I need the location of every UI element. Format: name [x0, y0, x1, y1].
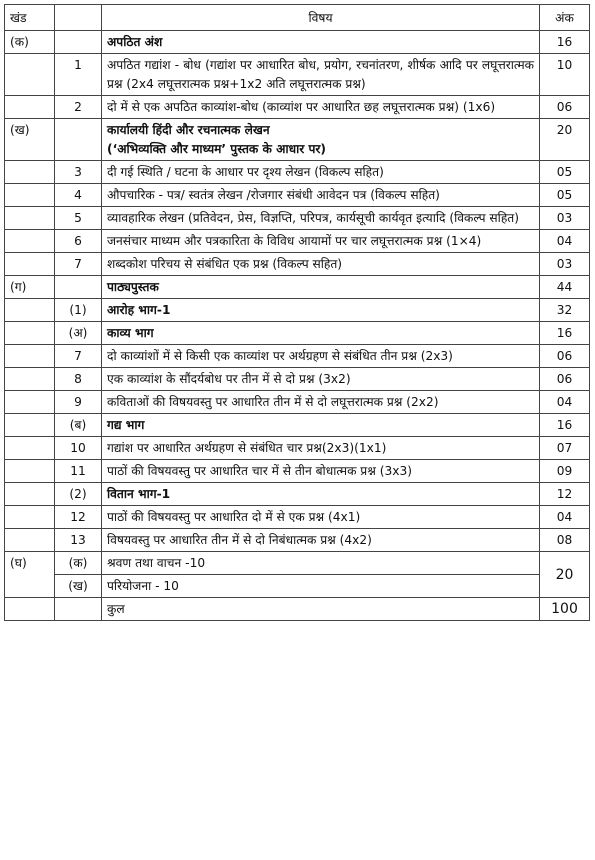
item-marks: 04: [540, 391, 590, 414]
item-marks: 03: [540, 253, 590, 276]
empty-cell: [55, 598, 102, 621]
section-label: [5, 184, 55, 207]
section-label: [5, 483, 55, 506]
item-text: पाठ्यपुस्तक: [107, 280, 159, 294]
table-row-gh-1: [5, 552, 590, 575]
item-text: वितान भाग-1: [107, 487, 171, 501]
item-text-cell: [102, 96, 540, 119]
item-text-cell: [102, 506, 540, 529]
item-text: अपठित अंश: [107, 35, 163, 49]
item-text-line2: (‘अभिव्यक्ति और माध्यम’ पुस्तक के आधार पर): [107, 142, 326, 156]
item-text: एक काव्यांश के सौंदर्यबोध पर तीन में से दो प्रश्न (3x2): [107, 372, 351, 386]
item-text-cell: [102, 119, 540, 161]
table-row: [5, 230, 590, 253]
item-text: दो काव्यांशों में से किसी एक काव्यांश पर अर्थग्रहण से संबंधित तीन प्रश्न (2x3): [107, 349, 453, 363]
item-number: 13: [55, 529, 102, 552]
item-marks: 07: [540, 437, 590, 460]
item-marks: 05: [540, 184, 590, 207]
item-text-cell: [102, 54, 540, 96]
total-marks: 100: [540, 598, 590, 621]
table-row: [5, 299, 590, 322]
item-text-cell: [102, 529, 540, 552]
item-text-cell: [102, 414, 540, 437]
item-number: 4: [55, 184, 102, 207]
section-label: [5, 437, 55, 460]
item-number: (1): [55, 299, 102, 322]
item-number: 7: [55, 345, 102, 368]
item-text: आरोह भाग-1: [107, 303, 171, 317]
section-label: [5, 299, 55, 322]
section-label: [5, 391, 55, 414]
item-text: परियोजना - 10: [102, 575, 540, 598]
table-body: [5, 31, 590, 552]
section-label: [5, 414, 55, 437]
item-text: काव्य भाग: [107, 326, 154, 340]
item-marks: 04: [540, 506, 590, 529]
table-row: [5, 345, 590, 368]
table-row: [5, 391, 590, 414]
table-row: [5, 483, 590, 506]
header-section: खंड: [5, 5, 55, 31]
item-text-cell: [102, 345, 540, 368]
item-marks: 16: [540, 31, 590, 54]
item-marks: 44: [540, 276, 590, 299]
section-label: [5, 161, 55, 184]
item-number: (अ): [55, 322, 102, 345]
item-text: दी गई स्थिति / घटना के आधार पर दृश्य लेखन (विकल्प सहित): [107, 165, 384, 179]
item-text-cell: [102, 230, 540, 253]
item-number: 10: [55, 437, 102, 460]
table-row: [5, 31, 590, 54]
item-text-cell: [102, 437, 540, 460]
item-text-cell: [102, 253, 540, 276]
item-text: अपठित गद्यांश - बोध (गद्यांश पर आधारित बोध, प्रयोग, रचनांतरण, शीर्षक आदि पर लघूत्तरात्मक प्रश्न (2x4 लघूत्तरात्मक प्रश्न+1x2 अति लघूत्तरात्मक प्रश्न): [107, 58, 534, 91]
item-marks: 06: [540, 96, 590, 119]
item-number: (क): [55, 552, 102, 575]
item-text-cell: [102, 368, 540, 391]
item-number: [55, 276, 102, 299]
table-row: [5, 161, 590, 184]
item-text-cell: [102, 460, 540, 483]
section-label: [5, 253, 55, 276]
item-text-cell: [102, 322, 540, 345]
item-text: जनसंचार माध्यम और पत्रकारिता के विविध आयामों पर चार लघूत्तरात्मक प्रश्न (1×4): [107, 234, 482, 248]
table-row: [5, 96, 590, 119]
section-label: [5, 322, 55, 345]
item-marks: 10: [540, 54, 590, 96]
item-text: पाठों की विषयवस्तु पर आधारित चार में से तीन बोधात्मक प्रश्न (3x3): [107, 464, 412, 478]
item-marks: 32: [540, 299, 590, 322]
table-row: [5, 322, 590, 345]
item-text-cell: [102, 276, 540, 299]
table-row: [5, 506, 590, 529]
table-row: [5, 54, 590, 96]
section-label: (घ): [5, 552, 55, 598]
item-text: कार्यालयी हिंदी और रचनात्मक लेखन: [107, 123, 270, 137]
item-number: (2): [55, 483, 102, 506]
item-text: दो में से एक अपठित काव्यांश-बोध (काव्यांश पर आधारित छह लघूत्तरात्मक प्रश्न) (1x6): [107, 100, 496, 114]
total-label: कुल: [102, 598, 540, 621]
item-marks: 08: [540, 529, 590, 552]
table-row: [5, 119, 590, 161]
item-marks: 12: [540, 483, 590, 506]
item-text: औपचारिक - पत्र/ स्वतंत्र लेखन /रोजगार संबंधी आवेदन पत्र (विकल्प सहित): [107, 188, 440, 202]
item-marks: 09: [540, 460, 590, 483]
item-marks: 20: [540, 552, 590, 598]
item-number: [55, 31, 102, 54]
item-number: 6: [55, 230, 102, 253]
item-number: 1: [55, 54, 102, 96]
table-row: [5, 184, 590, 207]
section-label: (क): [5, 31, 55, 54]
item-marks: 06: [540, 368, 590, 391]
item-marks: 06: [540, 345, 590, 368]
item-text-cell: [102, 391, 540, 414]
item-text-cell: [102, 299, 540, 322]
table-row-gh-2: [5, 575, 590, 598]
table-row: [5, 368, 590, 391]
item-text: गद्य भाग: [107, 418, 145, 432]
item-text: शब्दकोश परिचय से संबंधित एक प्रश्न (विकल्प सहित): [107, 257, 343, 271]
item-text-cell: [102, 184, 540, 207]
table-header-row: [5, 5, 590, 31]
section-label: [5, 368, 55, 391]
section-label: [5, 506, 55, 529]
table-row: [5, 437, 590, 460]
item-number: (ब): [55, 414, 102, 437]
section-label: [5, 460, 55, 483]
item-marks: 20: [540, 119, 590, 161]
item-text: श्रवण तथा वाचन -10: [102, 552, 540, 575]
item-text: व्यावहारिक लेखन (प्रतिवेदन, प्रेस, विज्ञप्ति, परिपत्र, कार्यसूची कार्यवृत इत्यादि (विकल्प सहित): [107, 211, 519, 225]
table-row: [5, 253, 590, 276]
item-text: पाठों की विषयवस्तु पर आधारित दो में से एक प्रश्न (4x1): [107, 510, 361, 524]
section-label: (ग): [5, 276, 55, 299]
item-marks: 05: [540, 161, 590, 184]
item-text: गद्यांश पर आधारित अर्थग्रहण से संबंधित चार प्रश्न(2x3)(1x1): [107, 441, 387, 455]
empty-cell: [5, 598, 55, 621]
table-row: [5, 207, 590, 230]
section-label: [5, 529, 55, 552]
item-number: 9: [55, 391, 102, 414]
section-label: [5, 207, 55, 230]
section-label: [5, 96, 55, 119]
item-marks: 04: [540, 230, 590, 253]
item-text-cell: [102, 31, 540, 54]
section-label: [5, 54, 55, 96]
item-marks: 16: [540, 322, 590, 345]
table-row: [5, 529, 590, 552]
header-subject: विषय: [102, 5, 540, 31]
section-label: [5, 345, 55, 368]
item-number: [55, 119, 102, 161]
item-text-cell: [102, 207, 540, 230]
section-label: (ख): [5, 119, 55, 161]
item-text-cell: [102, 483, 540, 506]
item-marks: 16: [540, 414, 590, 437]
marks-distribution-table: [4, 4, 590, 621]
item-text: कविताओं की विषयवस्तु पर आधारित तीन में से दो लघूत्तरात्मक प्रश्न (2x2): [107, 395, 439, 409]
header-number: [55, 5, 102, 31]
item-number: 11: [55, 460, 102, 483]
table-row-total: [5, 598, 590, 621]
item-text: विषयवस्तु पर आधारित तीन में से दो निबंधात्मक प्रश्न (4x2): [107, 533, 372, 547]
table-row: [5, 276, 590, 299]
header-marks: अंक: [540, 5, 590, 31]
section-label: [5, 230, 55, 253]
item-number: 12: [55, 506, 102, 529]
item-marks: 03: [540, 207, 590, 230]
item-number: 7: [55, 253, 102, 276]
item-number: (ख): [55, 575, 102, 598]
item-number: 3: [55, 161, 102, 184]
table-row: [5, 414, 590, 437]
item-number: 5: [55, 207, 102, 230]
item-number: 2: [55, 96, 102, 119]
item-number: 8: [55, 368, 102, 391]
table-row: [5, 460, 590, 483]
item-text-cell: [102, 161, 540, 184]
